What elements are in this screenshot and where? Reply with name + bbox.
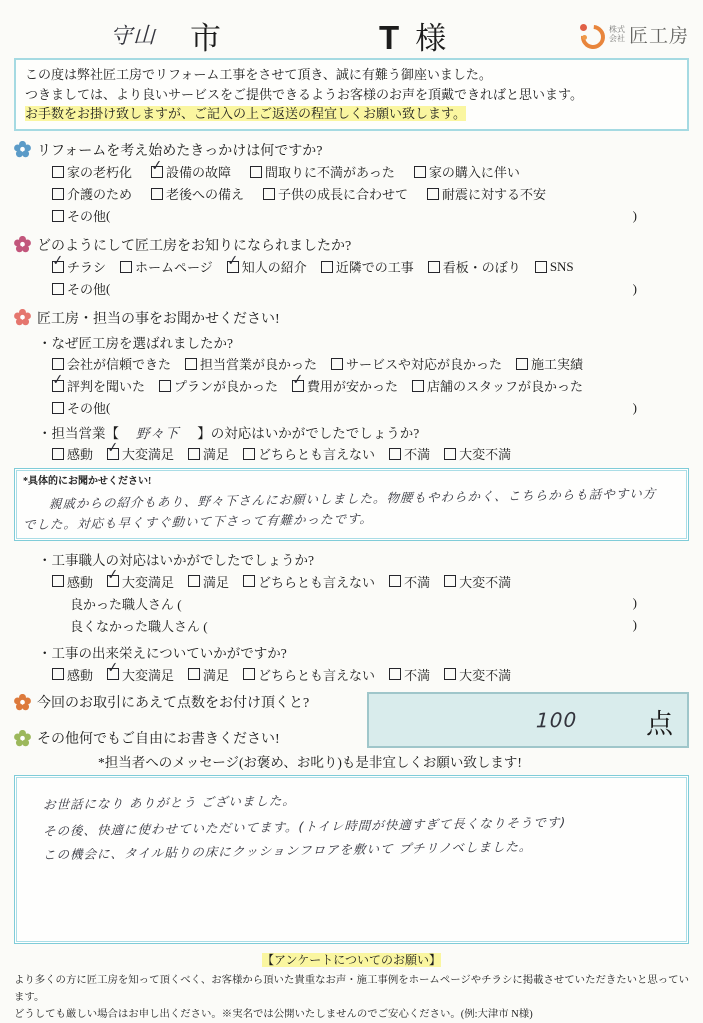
honorific: 様 (415, 21, 447, 56)
company-name: 匠工房 (628, 26, 689, 47)
checkbox-label: チラシ (67, 260, 107, 275)
option-row (51, 251, 689, 277)
checkbox-label: 大変不満 (459, 667, 512, 683)
checkbox-icon[interactable] (427, 188, 439, 200)
checkbox-icon[interactable] (159, 380, 171, 392)
flower-icon (14, 236, 31, 253)
checkbox-label: 大変満足 (122, 667, 175, 683)
paren-open: ( (106, 280, 111, 296)
checkbox-icon[interactable] (412, 380, 424, 392)
checkbox-option[interactable] (159, 376, 278, 395)
checkbox-icon[interactable] (243, 575, 255, 587)
flower-icon (14, 694, 31, 711)
checkbox-icon[interactable] (414, 166, 426, 178)
handwritten-comment-line: お世話になり ありがとう ございました。 (42, 792, 297, 813)
checkbox-option[interactable] (444, 665, 511, 684)
checkbox-icon[interactable] (151, 188, 163, 200)
checkbox-option[interactable] (428, 257, 521, 276)
intro-line-3 (25, 104, 678, 124)
checkbox-icon[interactable] (52, 358, 64, 370)
checkbox-label: 大変満足 (122, 574, 175, 590)
checkbox-label: 担当営業が良かった (200, 357, 318, 372)
checkbox-icon[interactable] (188, 668, 200, 680)
checkbox-label: 介護のため (67, 187, 133, 202)
question-score (14, 692, 309, 712)
question-free-comment (14, 728, 309, 748)
score-section (14, 692, 689, 748)
checkbox-option[interactable] (106, 659, 175, 684)
question-title: どのようにして匠工房をお知りになられましたか? (37, 238, 352, 254)
intro-line-1: この度は弊社匠工房でリフォーム工事をさせて頂き、誠に有難う御座いました。 (25, 67, 492, 82)
checkbox-label: 不満 (404, 667, 431, 683)
question-how-found (14, 235, 689, 299)
sales-prefix: ・担当営業【 (38, 425, 119, 441)
satisfaction-row (52, 659, 689, 684)
checkbox-icon[interactable] (428, 261, 440, 273)
paren-close: ) (632, 207, 637, 223)
flower-icon (14, 730, 31, 747)
checkbox-option[interactable] (52, 354, 171, 373)
checkbox-option[interactable] (52, 184, 132, 203)
checkbox-option[interactable] (263, 184, 408, 203)
checkbox-option[interactable] (52, 206, 106, 225)
checkbox-option[interactable] (331, 354, 502, 373)
checkbox-label: 大変満足 (122, 447, 175, 462)
checkbox-option[interactable] (120, 257, 213, 276)
satisfaction-row (52, 438, 689, 464)
checkbox-icon[interactable] (52, 166, 64, 178)
checkbox-icon[interactable] (535, 261, 547, 273)
checkbox-label: 老後への備え (166, 187, 245, 202)
checkbox-option[interactable] (151, 184, 244, 203)
checked-checkbox-icon[interactable]: ✓ (292, 380, 304, 392)
checked-checkbox-icon[interactable]: ✓ (52, 380, 64, 392)
checked-checkbox-icon[interactable]: ✓ (107, 668, 119, 680)
city-suffix: 市 (190, 21, 222, 56)
checkbox-label: 耐震に対する不安 (442, 187, 547, 202)
score-unit: 点 (646, 709, 673, 739)
checkbox-icon[interactable] (52, 210, 64, 222)
question-company-staff (14, 308, 689, 685)
checkbox-icon[interactable] (52, 668, 64, 680)
checkbox-label: 家の購入に伴い (428, 165, 520, 180)
other-line (52, 206, 689, 226)
checkbox-label: 感動 (67, 447, 94, 462)
checkbox-option[interactable] (535, 259, 574, 275)
checkbox-label: 不満 (404, 574, 431, 590)
checkbox-option[interactable] (51, 251, 107, 276)
option-row (52, 354, 689, 374)
checkbox-option[interactable] (52, 398, 106, 417)
checkbox-icon[interactable] (389, 575, 401, 587)
good-worker-label: 良かった職人さん ( (70, 596, 182, 612)
checkbox-label: 費用が安かった (307, 379, 399, 394)
checkbox-label: どちらとも言えない (258, 667, 376, 683)
checkbox-label: その他 (67, 401, 107, 416)
checkbox-option[interactable] (444, 444, 511, 463)
handwritten-comment-line: でした。対応も早くすぐ動いて下さって有難かったです。 (22, 511, 374, 533)
checkbox-icon[interactable] (52, 448, 64, 460)
checkbox-label: SNS (549, 258, 574, 274)
sales-comment-box[interactable] (14, 468, 689, 542)
checked-checkbox-icon[interactable]: ✓ (107, 448, 119, 460)
free-comment-box[interactable] (14, 775, 689, 944)
checkbox-icon[interactable] (52, 575, 64, 587)
checkbox-option[interactable] (250, 162, 395, 181)
intro-line-3-highlight: お手数をお掛け致しますが、ご記入の上ご返送の程宜しくお願い致します。 (25, 106, 466, 121)
message-note: *担当者へのメッセージ(お褒め、お叱り)も是非宜しくお願い致します! (98, 755, 522, 770)
checkbox-icon[interactable] (321, 261, 333, 273)
checkbox-icon[interactable] (250, 166, 262, 178)
paren-close: ) (632, 595, 637, 610)
checkbox-option[interactable] (291, 370, 399, 395)
checkbox-label: プランが良かった (174, 379, 279, 394)
checkbox-label: サービスや対応が良かった (346, 357, 503, 372)
subquestion-workmanship: ・工事の出来栄えについていかがですか? (38, 646, 287, 661)
checkbox-icon[interactable] (185, 358, 197, 370)
checkbox-label: ホームページ (135, 260, 213, 275)
checkbox-label: その他 (67, 209, 107, 224)
intro-line-2: つきましては、より良いサービスをご提供できるようお客様のお声を頂戴できればと思います。 (25, 86, 583, 102)
question-reform-trigger (14, 140, 689, 226)
checkbox-option[interactable] (188, 444, 229, 463)
footer-line-1: より多くの方に匠工房を知って頂くべく、お客様から頂いた貴重なお声・施工事例をホームページやチラシに掲載させていただきたいと思っています。 (14, 975, 689, 1004)
checkbox-label: どちらとも言えない (258, 574, 376, 590)
checkbox-label: 不満 (404, 447, 431, 462)
checkbox-icon[interactable] (444, 448, 456, 460)
checkbox-icon[interactable] (52, 188, 64, 200)
paren-close: ) (632, 617, 637, 632)
checkbox-icon[interactable] (444, 575, 456, 587)
checkbox-option[interactable] (188, 572, 229, 591)
checkbox-option[interactable] (243, 444, 375, 463)
checkbox-option[interactable] (188, 665, 229, 684)
good-worker-line (70, 593, 689, 613)
checkbox-label: 設備の故障 (166, 165, 232, 180)
footer-title: 【アンケートについてのお願い】 (261, 953, 442, 967)
customer-city-handwritten: 守山 (109, 23, 157, 50)
question-title: リフォームを考え始めたきっかけは何ですか? (37, 143, 323, 159)
company-prefix: 株式会社 (608, 24, 625, 43)
checkbox-label: 会社が信頼できた (67, 357, 172, 372)
checkbox-label: どちらとも言えない (258, 447, 376, 462)
checkbox-option[interactable] (321, 257, 414, 276)
comment-box-label: *具体的にお聞かせください! (23, 475, 152, 487)
checkbox-label: 家の老朽化 (67, 165, 133, 180)
checkbox-label: 子供の成長に合わせて (278, 187, 409, 202)
checked-checkbox-icon[interactable]: ✓ (52, 261, 64, 273)
checkbox-label: 満足 (203, 667, 230, 683)
paren-close: ) (632, 399, 637, 415)
checkbox-icon[interactable] (120, 261, 132, 273)
satisfaction-row (52, 566, 689, 591)
checkbox-label: 大変不満 (459, 447, 512, 462)
checkbox-label: 看板・のぼり (442, 260, 521, 275)
checkbox-option[interactable] (243, 572, 375, 591)
checkbox-label: 間取りに不満があった (265, 165, 395, 180)
checkbox-icon[interactable] (52, 283, 64, 295)
checkbox-label: 満足 (203, 447, 230, 462)
paren-close: ) (632, 280, 637, 296)
bad-worker-label: 良くなかった職人さん ( (70, 618, 208, 634)
checkbox-icon[interactable] (389, 668, 401, 680)
other-line (52, 398, 689, 418)
checkbox-option[interactable] (185, 354, 317, 373)
checkbox-option[interactable] (106, 566, 175, 591)
paren-open: ( (106, 399, 111, 415)
handwritten-comment-line: その後、快適に使わせていただいてます。(トイレ時間が快適すぎて長くなりそうです) (42, 814, 567, 839)
question-title: その他何でもご自由にお書きください! (37, 732, 280, 747)
checkbox-option[interactable] (150, 156, 232, 181)
checkbox-option[interactable] (52, 665, 93, 684)
intro-box (14, 58, 689, 131)
flower-icon (14, 141, 31, 158)
subquestion-workers: ・工事職人の対応はいかがでしたでしょうか? (38, 553, 314, 568)
checkbox-label: 大変不満 (459, 574, 512, 590)
checkbox-option[interactable] (225, 251, 307, 276)
question-title: 今回のお取引にあえて点数をお付け頂くと? (37, 696, 310, 711)
checkbox-option[interactable] (51, 370, 146, 395)
checkbox-option[interactable] (243, 665, 375, 684)
option-row (51, 370, 689, 396)
handwritten-comment-line: 親戚からの紹介もあり、野々下さんにお願いしました。物腰もやわらかく、こちらからも話やすい方 (48, 485, 657, 511)
score-box[interactable] (367, 692, 689, 748)
checkbox-icon[interactable] (444, 668, 456, 680)
footer-note (14, 951, 689, 1023)
checkbox-label: 店舗のスタッフが良かった (427, 379, 584, 394)
option-row (52, 184, 689, 204)
checkbox-label: 感動 (67, 574, 94, 590)
score-value-handwritten: 100 (535, 707, 578, 733)
checkbox-option[interactable] (389, 572, 430, 591)
checkbox-option[interactable] (52, 572, 93, 591)
checkbox-icon[interactable] (243, 448, 255, 460)
checkbox-label: 施工実績 (531, 357, 584, 372)
checkbox-option[interactable] (389, 444, 430, 463)
checkbox-label: 近隣での工事 (335, 260, 414, 275)
checkbox-label: その他 (67, 282, 107, 297)
flower-icon (14, 309, 31, 326)
checkbox-icon[interactable] (243, 668, 255, 680)
subquestion-why-chosen: ・なぜ匠工房を選ばれましたか? (38, 335, 233, 351)
checkbox-option[interactable] (412, 376, 583, 395)
question-title: 匠工房・担当の事をお聞かせください! (37, 311, 280, 327)
bad-worker-line (70, 615, 689, 635)
checkbox-icon[interactable] (52, 402, 64, 414)
checkbox-option[interactable] (414, 162, 520, 181)
checkbox-option[interactable] (106, 438, 175, 463)
checkbox-icon[interactable] (188, 575, 200, 587)
checked-checkbox-icon[interactable]: ✓ (107, 575, 119, 587)
subquestion-sales-person (38, 422, 689, 442)
checkbox-option[interactable] (389, 665, 430, 684)
paren-open: ( (106, 207, 111, 223)
checked-checkbox-icon[interactable]: ✓ (151, 166, 163, 178)
company-logo (579, 21, 689, 48)
checkbox-label: 知人の紹介 (241, 260, 307, 275)
checkbox-label: 満足 (203, 574, 230, 590)
checkbox-icon[interactable] (516, 358, 528, 370)
customer-initial: T (379, 19, 400, 56)
checkbox-icon[interactable] (389, 448, 401, 460)
checkbox-option[interactable] (52, 279, 106, 298)
checkbox-icon[interactable] (331, 358, 343, 370)
checkbox-icon[interactable] (188, 448, 200, 460)
option-row (52, 156, 689, 182)
checkbox-label: 評判を聞いた (67, 379, 146, 394)
header (14, 6, 689, 54)
checked-checkbox-icon[interactable]: ✓ (227, 261, 239, 273)
sales-suffix: 】の対応はいかがでしたでしょうか? (197, 425, 420, 441)
sales-name-handwritten: 野々下 (136, 425, 181, 442)
handwritten-comment-line: この機会に、タイル貼りの床にクッションフロアを敷いて プチリノベしました。 (42, 838, 533, 862)
checkbox-option[interactable] (427, 184, 546, 203)
checkbox-option[interactable] (52, 444, 93, 463)
other-line (52, 279, 689, 299)
footer-line-2: どうしても厳しい場合はお申し出ください。※実名では公開いたしませんのでご安心ください。(例:大津市 N様) (14, 1009, 533, 1021)
logo-swirl-icon (579, 22, 605, 48)
checkbox-icon[interactable] (263, 188, 275, 200)
checkbox-option[interactable] (52, 162, 132, 181)
checkbox-option[interactable] (516, 354, 583, 373)
checkbox-label: 感動 (67, 667, 94, 683)
checkbox-option[interactable] (444, 572, 511, 591)
